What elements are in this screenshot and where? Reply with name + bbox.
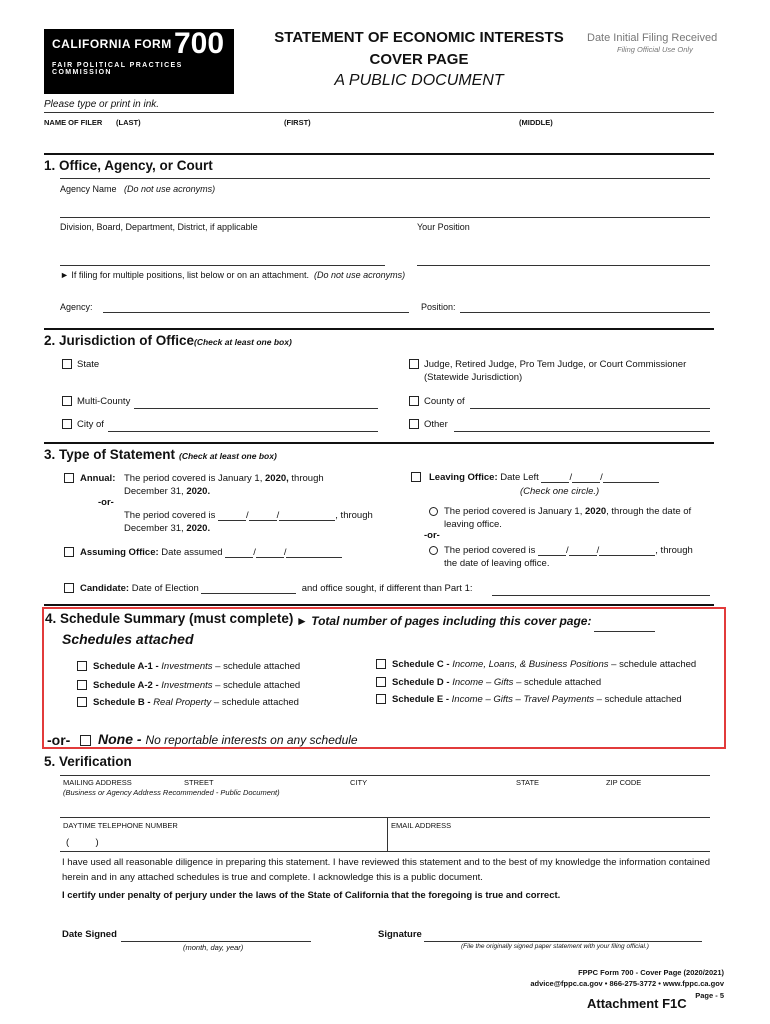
leaving-or: -or- (424, 530, 440, 541)
schedule-a2-checkbox[interactable] (77, 680, 87, 690)
middle-name-label: (MIDDLE) (519, 118, 553, 127)
election-date-field[interactable] (201, 584, 296, 594)
street-label: STREET (184, 778, 214, 787)
annual-year-field[interactable] (279, 511, 335, 521)
annual-month-field[interactable] (218, 511, 246, 521)
schedule-a1-checkbox[interactable] (77, 661, 87, 671)
agency-attachment-label: Agency: (60, 302, 93, 312)
multi-county-field[interactable] (134, 396, 378, 409)
city-label: CITY (350, 778, 368, 787)
schedule-c-label: Schedule C - Income, Loans, & Business Positions – schedule attached (392, 659, 697, 670)
agency-name-field[interactable] (60, 196, 710, 216)
section3-note: (Check at least one box) (179, 451, 277, 461)
your-position-label: Your Position (417, 222, 470, 232)
form-subtitle: COVER PAGE (369, 51, 469, 68)
date-format-note: (month, day, year) (183, 943, 244, 952)
assumed-day-field[interactable] (256, 548, 284, 558)
judge-note: (Statewide Jurisdiction) (424, 372, 523, 383)
city-of-label: City of (77, 419, 104, 430)
official-use-label: Filing Official Use Only (617, 45, 693, 54)
section2-note: (Check at least one box) (194, 337, 292, 347)
left-day-field[interactable] (572, 473, 600, 483)
public-document-label: A PUBLIC DOCUMENT (334, 72, 504, 89)
annual-period-text: The period covered is January 1, 2020, through (124, 473, 324, 484)
phone-label: DAYTIME TELEPHONE NUMBER (63, 821, 178, 830)
schedule-a1-label: Schedule A-1 - Investments – schedule attached (93, 661, 301, 672)
attachment-label: Attachment F1C (587, 996, 687, 1011)
address-recommended-note: (Business or Agency Address Recommended - Public Document) (63, 788, 280, 797)
schedule-e-checkbox[interactable] (376, 694, 386, 704)
form-number: 700 (174, 27, 225, 60)
agency-name: FAIR POLITICAL PRACTICES COMMISSION (52, 62, 183, 76)
none-label: None - No reportable interests on any schedule (98, 731, 358, 747)
county-checkbox[interactable] (409, 396, 419, 406)
none-checkbox[interactable] (80, 735, 91, 746)
signature-label: Signature (378, 929, 422, 940)
phone-field[interactable]: ( ) (66, 837, 99, 848)
county-of-label: County of (424, 396, 465, 407)
total-pages-field[interactable] (594, 618, 655, 632)
annual-period-end: December 31, 2020. (124, 486, 211, 497)
leaving-office-row: Leaving Office: Date Left / / (429, 472, 659, 483)
filer-name-field[interactable] (44, 128, 714, 152)
leaving-option2-radio[interactable] (429, 546, 438, 555)
name-of-filer-label: NAME OF FILER (44, 118, 103, 127)
leaving-start-day-field[interactable] (569, 546, 597, 556)
schedule-d-checkbox[interactable] (376, 677, 386, 687)
section2-title: 2. Jurisdiction of Office (44, 333, 195, 348)
leaving-start-month-field[interactable] (538, 546, 566, 556)
city-field[interactable] (108, 419, 378, 432)
office-sought-field[interactable] (492, 583, 710, 596)
signature-field[interactable] (424, 929, 702, 942)
agency-attachment-field[interactable] (103, 300, 409, 313)
leaving-start-year-field[interactable] (599, 546, 655, 556)
leaving-option1-line2: leaving office. (444, 519, 502, 530)
assuming-checkbox[interactable] (64, 547, 74, 557)
diligence-statement: I have used all reasonable diligence in preparing this statement. I have reviewed this statement and to the best of my knowledge the information contained herein and in any attached schedules is true and complete. I acknowledge this is a public document. (62, 857, 710, 883)
judge-checkbox[interactable] (409, 359, 419, 369)
left-year-field[interactable] (603, 473, 659, 483)
division-field[interactable] (60, 236, 385, 264)
judge-label: Judge, Retired Judge, Pro Tem Judge, or Court Commissioner (424, 359, 687, 370)
leaving-option1-radio[interactable] (429, 507, 438, 516)
position-attachment-field[interactable] (460, 300, 710, 313)
schedule-d-label: Schedule D - Income – Gifts – schedule attached (392, 677, 602, 688)
schedule-a2-label: Schedule A-2 - Investments – schedule attached (93, 680, 301, 691)
other-label: Other (424, 419, 448, 430)
annual-custom-period: The period covered is / / , through (124, 510, 373, 521)
state-checkbox[interactable] (62, 359, 72, 369)
annual-custom-end: December 31, 2020. (124, 523, 211, 534)
assumed-month-field[interactable] (225, 548, 253, 558)
mailing-address-label: MAILING ADDRESS (63, 778, 132, 787)
date-signed-field[interactable] (121, 929, 311, 942)
date-received-label: Date Initial Filing Received (587, 32, 718, 44)
form-label: CALIFORNIA FORM (52, 37, 172, 51)
zip-label: ZIP CODE (606, 778, 642, 787)
date-signed-label: Date Signed (62, 929, 117, 940)
position-field[interactable] (417, 236, 710, 264)
section4-title: 4. Schedule Summary (must complete) (45, 611, 294, 626)
state-label: STATE (516, 778, 540, 787)
schedule-b-label: Schedule B - Real Property – schedule attached (93, 697, 299, 708)
schedules-attached-label: Schedules attached (62, 631, 194, 647)
footer-form-id: FPPC Form 700 - Cover Page (2020/2021) (578, 968, 724, 977)
division-label: Division, Board, Department, District, if applicable (60, 222, 258, 232)
mailing-address-field[interactable] (60, 798, 710, 816)
ink-instruction: Please type or print in ink. (44, 99, 160, 110)
first-name-label: (FIRST) (284, 118, 311, 127)
email-label: EMAIL ADDRESS (391, 821, 452, 830)
assumed-year-field[interactable] (286, 548, 342, 558)
other-checkbox[interactable] (409, 419, 419, 429)
footer-page: Page - 5 (695, 991, 724, 1000)
city-checkbox[interactable] (62, 419, 72, 429)
perjury-certification: I certify under penalty of perjury under the laws of the State of California that the foregoing is true and correct. (62, 890, 561, 901)
section5-title: 5. Verification (44, 754, 132, 769)
footer-contact: advice@fppc.ca.gov • 866-275-3772 • www.fppc.ca.gov (530, 979, 724, 988)
email-field[interactable] (391, 832, 710, 850)
schedule-c-checkbox[interactable] (376, 659, 386, 669)
annual-day-field[interactable] (249, 511, 277, 521)
other-field[interactable] (454, 419, 710, 432)
state-label: State (77, 359, 100, 370)
multi-county-checkbox[interactable] (62, 396, 72, 406)
schedule-b-checkbox[interactable] (77, 697, 87, 707)
county-field[interactable] (470, 396, 710, 409)
multi-county-label: Multi-County (77, 396, 131, 407)
annual-checkbox[interactable] (64, 473, 74, 483)
annual-label: Annual: (80, 473, 116, 484)
assuming-office-row: Assuming Office: Date assumed / / (80, 547, 342, 558)
candidate-row: Candidate: Date of Election and office sought, if different than Part 1: (80, 583, 473, 594)
last-name-label: (LAST) (116, 118, 141, 127)
position-attachment-label: Position: (421, 302, 456, 312)
form-title: STATEMENT OF ECONOMIC INTERESTS (274, 29, 564, 46)
leaving-checkbox[interactable] (411, 472, 421, 482)
signature-note: (File the originally signed paper statement with your filing official.) (461, 943, 649, 950)
multiple-positions-note: ► If filing for multiple positions, list below or on an attachment. (Do not use acronyms) (60, 270, 406, 280)
leaving-option2-line2: the date of leaving office. (444, 558, 550, 569)
section1-title: 1. Office, Agency, or Court (44, 158, 213, 173)
leaving-option2-text: The period covered is / / , through (444, 545, 693, 556)
left-month-field[interactable] (541, 473, 569, 483)
schedule-e-label: Schedule E - Income – Gifts – Travel Payments – schedule attached (392, 694, 682, 705)
candidate-checkbox[interactable] (64, 583, 74, 593)
check-one-note: (Check one circle.) (520, 486, 600, 497)
leaving-option1-text: The period covered is January 1, 2020, through the date of (444, 506, 692, 517)
section3-title: 3. Type of Statement (44, 447, 176, 462)
agency-name-label: Agency Name (Do not use acronyms) (60, 184, 216, 194)
form-id-box (44, 29, 234, 94)
annual-or: -or- (98, 497, 114, 508)
total-pages-label: ► Total number of pages including this cover page: (296, 614, 592, 628)
none-or: -or- (47, 732, 71, 748)
